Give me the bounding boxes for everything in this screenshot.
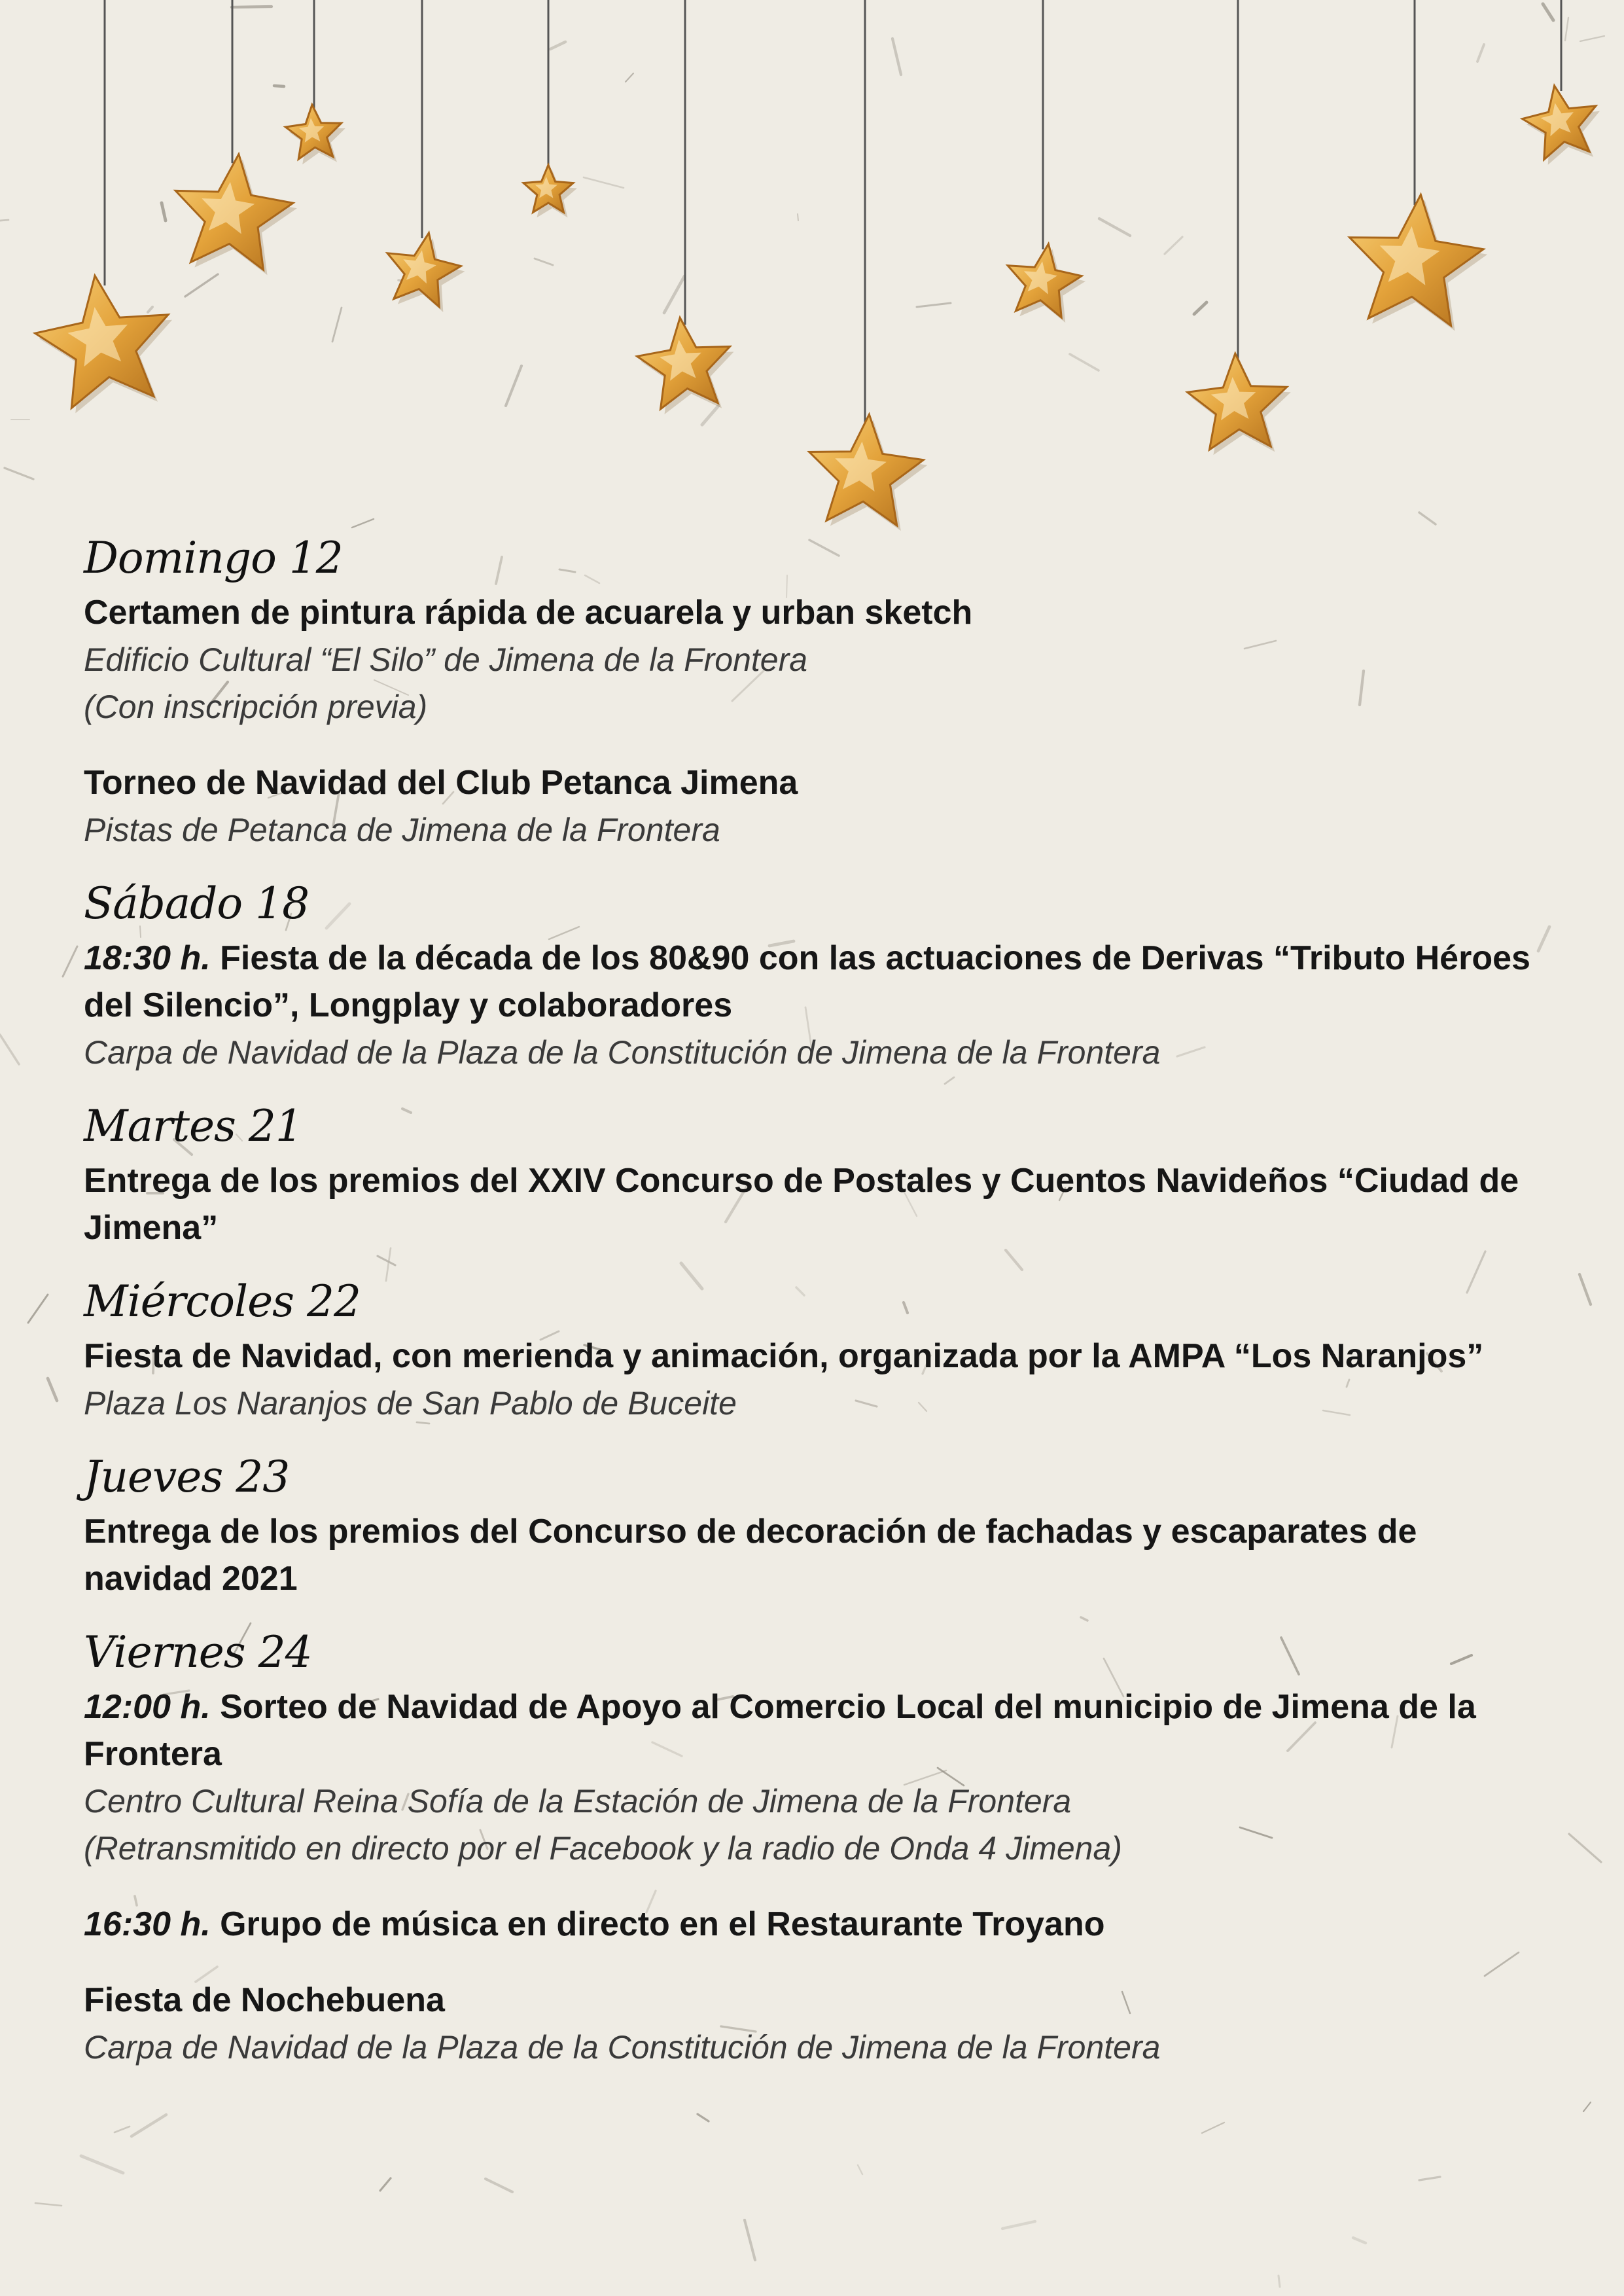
day-section: [84, 1101, 1549, 1251]
event-title: [84, 589, 1549, 636]
event-title: [84, 935, 1549, 1029]
event-time: 18:30 h.: [84, 939, 211, 977]
paper-fibre: [28, 1295, 48, 1323]
event-item: [84, 1157, 1549, 1251]
event-title-text: Fiesta de Nochebuena: [84, 1981, 445, 2019]
event-location: Pistas de Petanca de Jimena de la Frontera: [84, 812, 720, 848]
day-heading: Sábado 18: [84, 878, 309, 929]
paper-fibre: [63, 946, 77, 977]
event-title: [84, 1508, 1549, 1602]
paper-fibre: [35, 2203, 62, 2206]
day-section: [84, 878, 1549, 1076]
hanging-stars-decoration: [0, 0, 1624, 563]
event-item: [84, 759, 1549, 853]
event-time: 12:00 h.: [84, 1688, 211, 1726]
event-item: [84, 1977, 1549, 2071]
day-section: [84, 1452, 1549, 1602]
paper-fibre: [0, 1035, 19, 1064]
event-location: Carpa de Navidad de la Plaza de la Constitución de Jimena de la Frontera: [84, 2029, 1161, 2066]
paper-fibre: [380, 2178, 391, 2191]
event-title-text: Fiesta de la década de los 80&90 con las actuaciones de Derivas “Tributo Héroes del Silencio”, Longplay y colaboradores: [84, 939, 1530, 1024]
day-section: [84, 1276, 1549, 1427]
event-item: [84, 1901, 1549, 1948]
event-item: [84, 1333, 1549, 1427]
paper-fibre: [1580, 1274, 1591, 1304]
event-item: [84, 935, 1549, 1076]
paper-fibre: [81, 2156, 123, 2173]
paper-fibre: [1279, 2276, 1280, 2287]
paper-fibre: [1583, 2102, 1591, 2111]
event-location: Carpa de Navidad de la Plaza de la Constitución de Jimena de la Frontera: [84, 1034, 1161, 1071]
paper-fibre: [485, 2179, 512, 2192]
day-heading: Jueves 23: [84, 1452, 290, 1502]
event-location: Edificio Cultural “El Silo” de Jimena de la Frontera: [84, 641, 808, 678]
day-heading: Martes 21: [84, 1101, 302, 1151]
event-title: [84, 1683, 1549, 1778]
paper-fibre: [132, 2115, 166, 2136]
event-schedule: [84, 533, 1549, 2100]
event-title: [84, 1901, 1549, 1948]
paper-fibre: [697, 2114, 709, 2121]
paper-fibre: [48, 1378, 57, 1401]
event-location: Plaza Los Naranjos de San Pablo de Buceite: [84, 1385, 737, 1422]
event-item: [84, 1683, 1549, 1872]
event-title-text: Fiesta de Navidad, con merienda y animación, organizada por la AMPA “Los Naranjos”: [84, 1337, 1484, 1375]
event-title: [84, 1977, 1549, 2024]
event-location: (Con inscripción previa): [84, 689, 428, 725]
event-title-text: Certamen de pintura rápida de acuarela y urban sketch: [84, 594, 973, 632]
paper-fibre: [1353, 2238, 1366, 2243]
event-location: (Retransmitido en directo por el Facebook y la radio de Onda 4 Jimena): [84, 1830, 1122, 1867]
event-title: [84, 1157, 1549, 1251]
event-title-text: Sorteo de Navidad de Apoyo al Comercio Local del municipio de Jimena de la Frontera: [84, 1688, 1476, 1773]
event-item: [84, 1508, 1549, 1602]
day-heading: Viernes 24: [84, 1627, 312, 1677]
event-title: [84, 1333, 1549, 1380]
paper-fibre: [1002, 2221, 1035, 2229]
event-title-text: Torneo de Navidad del Club Petanca Jimena: [84, 764, 798, 802]
event-title: [84, 759, 1549, 806]
paper-fibre: [745, 2220, 755, 2260]
paper-fibre: [1202, 2123, 1224, 2133]
paper-fibre: [858, 2165, 862, 2174]
day-heading: Domingo 12: [84, 533, 343, 583]
paper-fibre: [1419, 2177, 1440, 2180]
day-section: [84, 533, 1549, 853]
day-heading: Miércoles 22: [84, 1276, 361, 1327]
day-section: [84, 1627, 1549, 2071]
event-time: 16:30 h.: [84, 1905, 211, 1943]
event-location: Centro Cultural Reina Sofía de la Estación de Jimena de la Frontera: [84, 1783, 1072, 1820]
paper-fibre: [115, 2126, 130, 2132]
event-title-text: Grupo de música en directo en el Restaurante Troyano: [220, 1905, 1105, 1943]
event-title-text: Entrega de los premios del XXIV Concurso de Postales y Cuentos Navideños “Ciudad de Jimena”: [84, 1162, 1519, 1247]
event-item: [84, 589, 1549, 730]
paper-fibre: [1569, 1834, 1601, 1862]
event-title-text: Entrega de los premios del Concurso de decoración de fachadas y escaparates de navidad 2021: [84, 1513, 1417, 1598]
